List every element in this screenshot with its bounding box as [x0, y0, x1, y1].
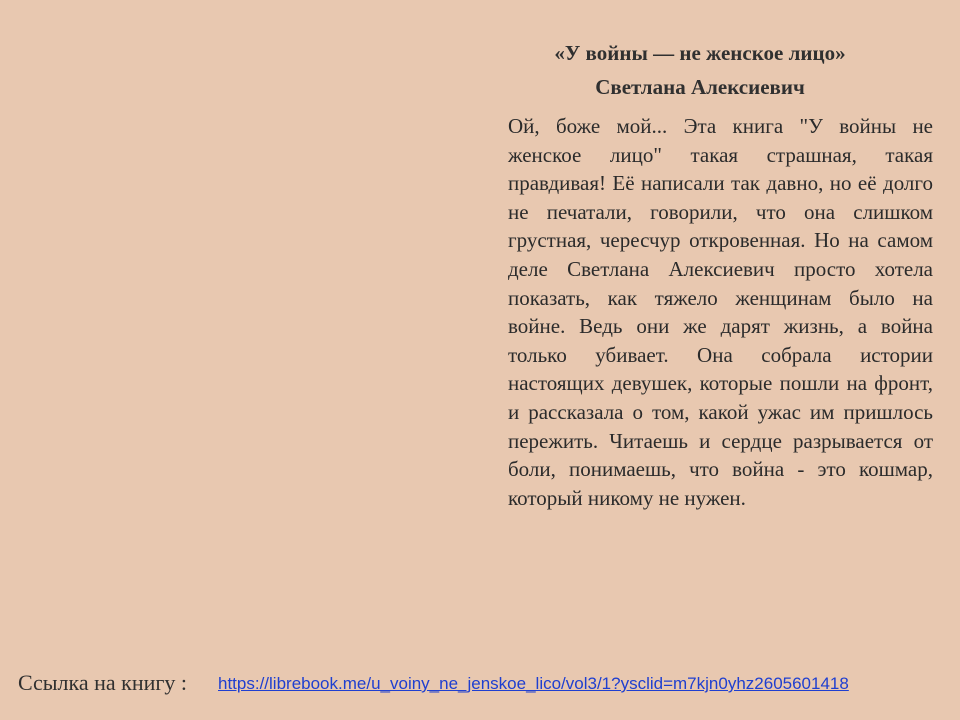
book-title: «У войны — не женское лицо» — [554, 41, 846, 65]
book-link-footer — [18, 668, 948, 704]
book-author: Светлана Алексиевич — [595, 75, 805, 99]
link-label: Ссылка на книгу : — [18, 670, 187, 695]
review-text: Ой, боже мой... Эта книга "У войны не женское лицо" такая страшная, такая правдивая! Её написали так давно, но её долго не печатали, говорили, что она слишком грустная, чересчур откровенная. Но на самом деле Светлана Алексиевич просто хотела показать, как тяжело женщинам было на войне. Ведь они же дарят жизнь, а война только убивает. Она собрала истории настоящих девушек, которые пошли на фронт, и рассказала о том, какой ужас им пришлось пережить. Читаешь и сердце разрывается от боли, понимаешь, что война - это кошмар, который никому не нужен. — [508, 114, 933, 510]
book-link[interactable]: https://librebook.me/u_voiny_ne_jenskoe_lico/vol3/1?ysclid=m7kjn0yhz2605601418 — [218, 674, 849, 693]
